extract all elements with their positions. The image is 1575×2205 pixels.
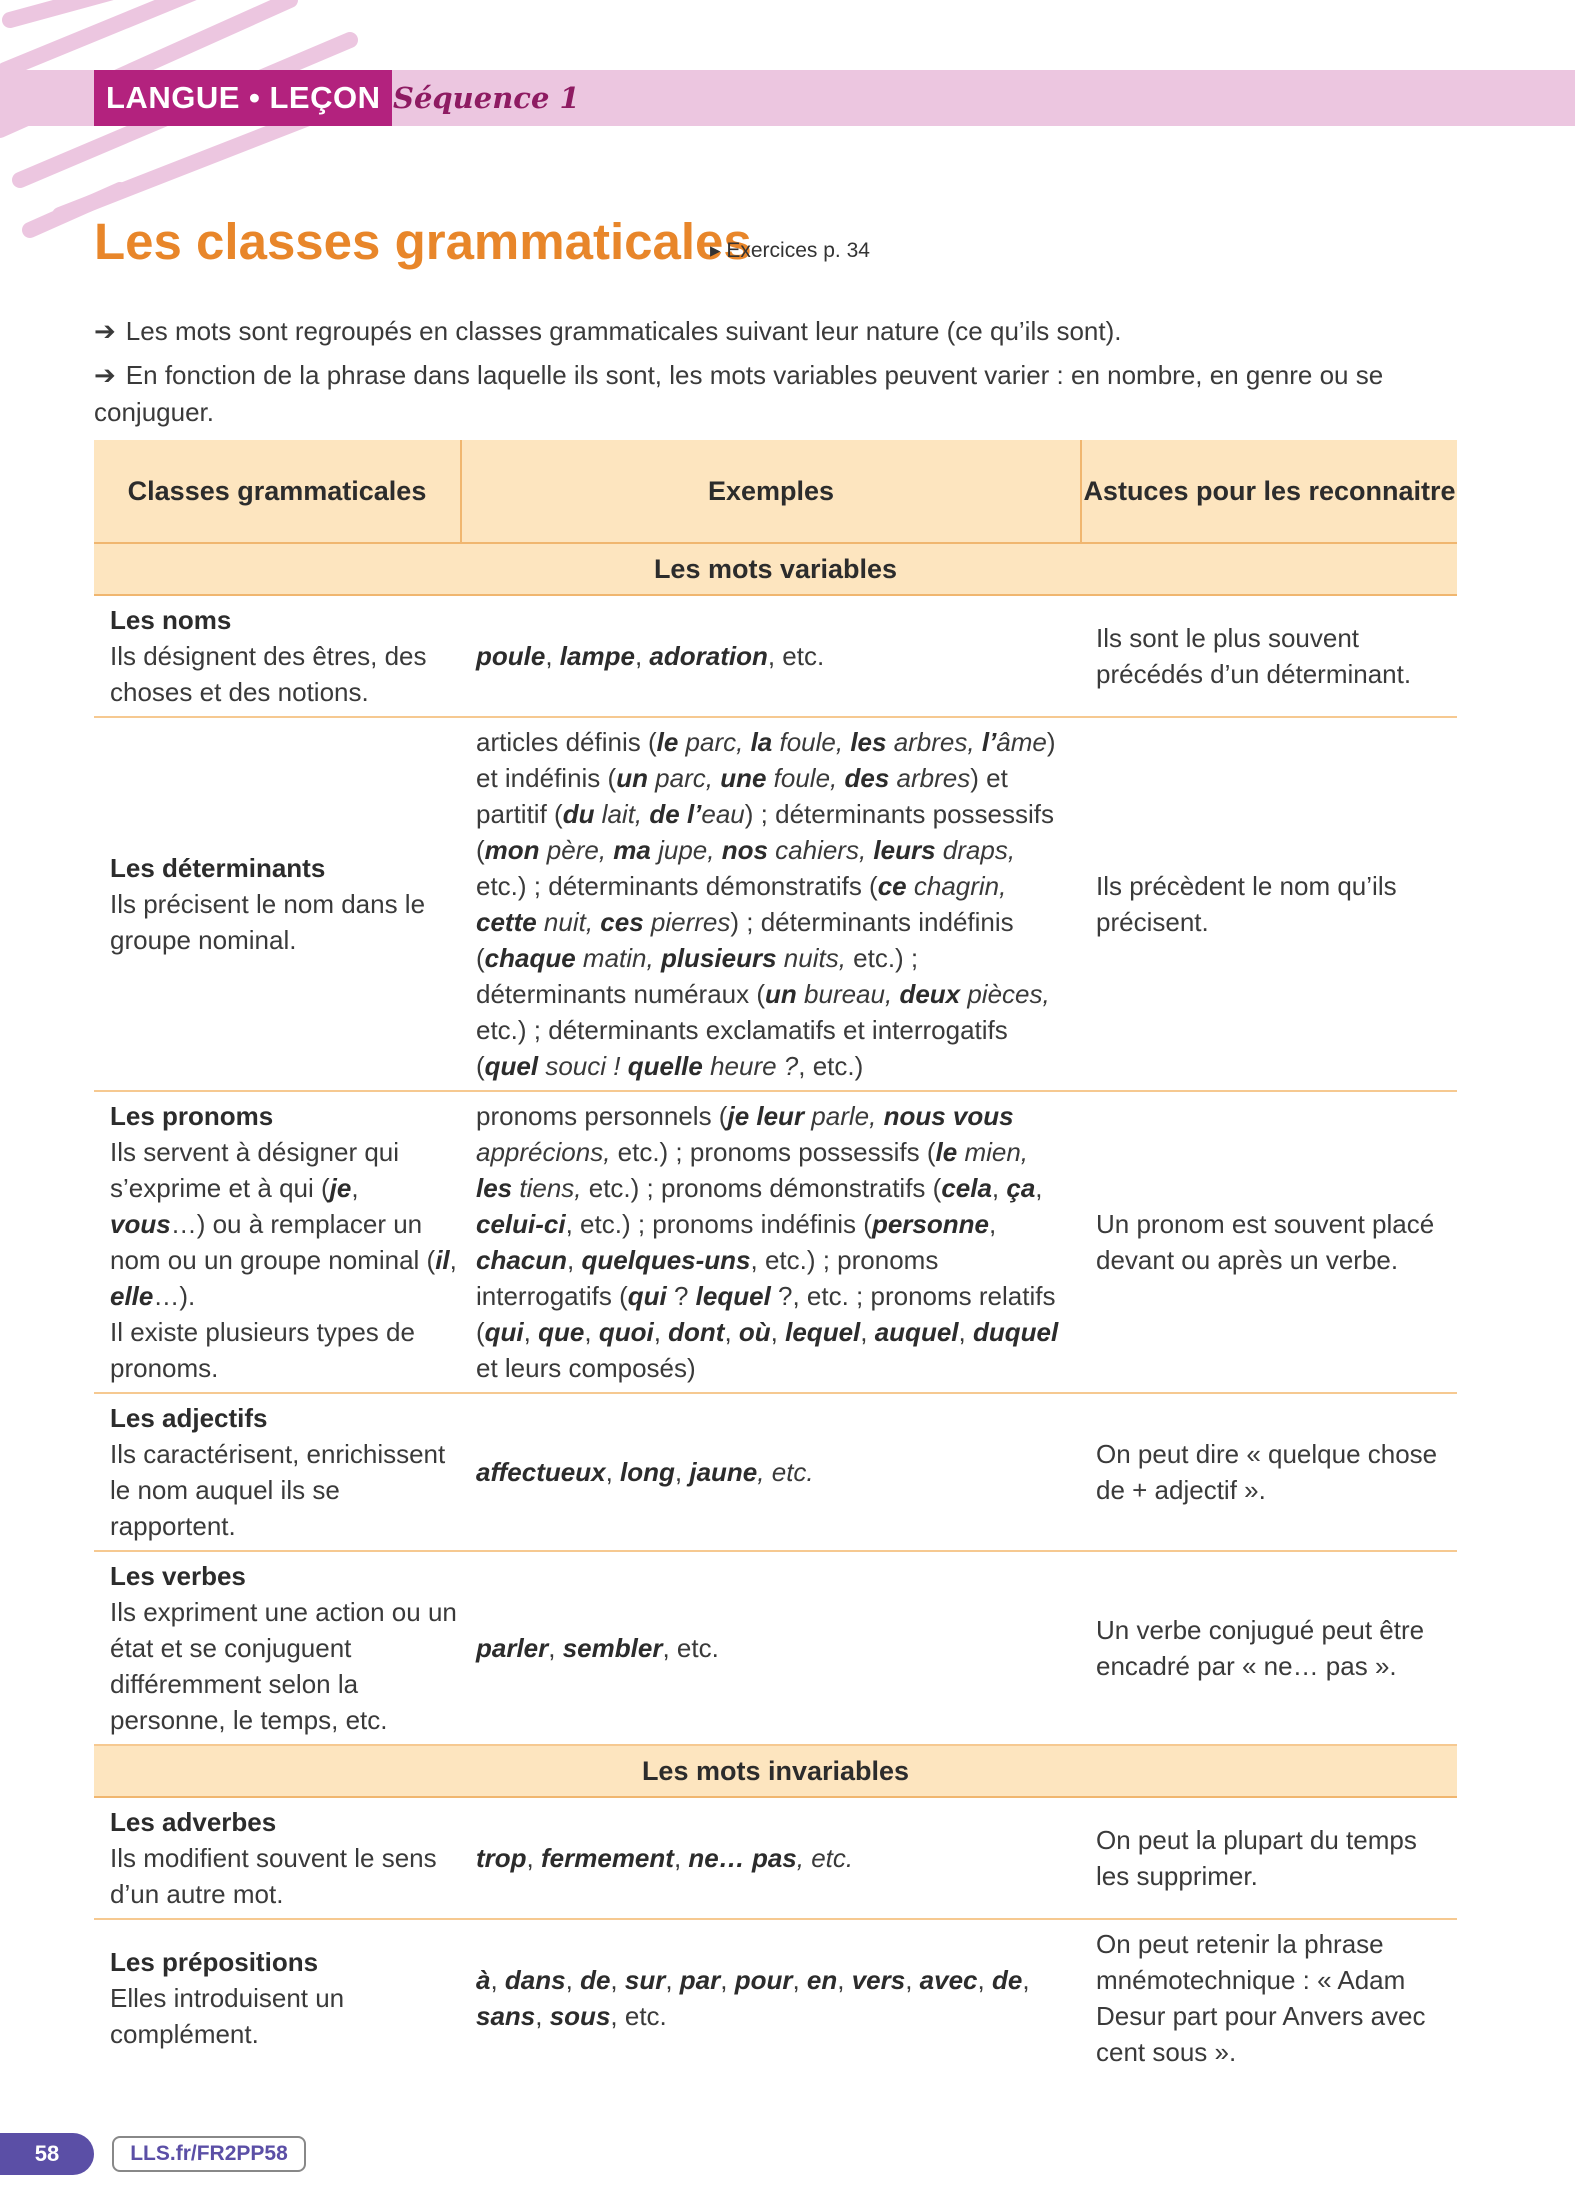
table-row bbox=[94, 1092, 1457, 1394]
section-row: Les mots invariables bbox=[94, 1746, 1457, 1798]
tip-cell: Ils précèdent le nom qu’ils précisent. bbox=[1096, 871, 1397, 937]
exercise-link[interactable]: ▸ Exercices p. 34 bbox=[710, 239, 870, 262]
column-header-examples: Exemples bbox=[460, 440, 1080, 542]
class-cell bbox=[94, 1938, 460, 2058]
tip-cell: Un pronom est souvent placé devant ou après un verbe. bbox=[1096, 1209, 1435, 1275]
class-cell bbox=[94, 1092, 460, 1392]
class-name: Les prépositions bbox=[110, 1947, 319, 1977]
class-description: Ils expriment une action ou un état et se conjuguent différemment selon la personne, le temps, etc. bbox=[110, 1597, 457, 1735]
examples-cell: parler, sembler, etc. bbox=[476, 1633, 719, 1663]
class-description: Ils désignent des êtres, des choses et des notions. bbox=[110, 641, 427, 707]
class-cell bbox=[94, 1798, 460, 1918]
tip-cell: On peut la plupart du temps les supprimer. bbox=[1096, 1825, 1417, 1891]
class-description: Ils servent à désigner qui s’exprime et à qui (je, vous…) ou à remplacer un nom ou un groupe nominal (il, elle…). Il existe plusieurs types de pronoms. bbox=[110, 1137, 457, 1383]
class-cell bbox=[94, 1552, 460, 1744]
examples-cell: poule, lampe, adoration, etc. bbox=[476, 641, 825, 671]
examples-cell: articles définis (le parc, la foule, les arbres, l’âme) et indéfinis (un parc, une foule, des arbres) et partitif (du lait, de l’eau) ; déterminants possessifs (mon père, ma jupe, nos cahiers, leurs draps, etc.) ; déterminants démonstratifs (ce chagrin, cette nuit, ces pierres) ; déterminants indéfinis (chaque matin, plusieurs nuits, etc.) ; déterminants numéraux (un bureau, deux pièces, etc.) ; déterminants exclamatifs et interrogatifs (quel souci ! quelle heure ?, etc.) bbox=[476, 727, 1056, 1081]
arrow-right-icon: ➔ bbox=[94, 316, 116, 346]
grammar-table bbox=[94, 440, 1457, 2076]
table-row bbox=[94, 1394, 1457, 1552]
table-row bbox=[94, 596, 1457, 718]
tip-cell: Ils sont le plus souvent précédés d’un déterminant. bbox=[1096, 623, 1412, 689]
table-row bbox=[94, 1798, 1457, 1920]
class-description: Ils caractérisent, enrichissent le nom auquel ils se rapportent. bbox=[110, 1439, 446, 1541]
table-row bbox=[94, 718, 1457, 1092]
class-description: Ils précisent le nom dans le groupe nominal. bbox=[110, 889, 426, 955]
tip-cell: On peut dire « quelque chose de + adjectif ». bbox=[1096, 1439, 1438, 1505]
examples-cell: trop, fermement, ne… pas, etc. bbox=[476, 1843, 854, 1873]
class-name: Les adverbes bbox=[110, 1807, 277, 1837]
arrow-right-icon: ➔ bbox=[94, 360, 116, 390]
column-header-classes: Classes grammaticales bbox=[127, 476, 427, 506]
table-row bbox=[94, 1920, 1457, 2076]
intro-point-2: ➔ En fonction de la phrase dans laquelle ils sont, les mots variables peuvent varier : en nombre, en genre ou se conjuguer. bbox=[94, 360, 1384, 427]
class-name: Les pronoms bbox=[110, 1101, 274, 1131]
class-cell bbox=[94, 596, 460, 716]
column-header-tips: Astuces pour les reconnaitre bbox=[1080, 440, 1457, 542]
table-row bbox=[94, 1552, 1457, 1746]
class-name: Les déterminants bbox=[110, 853, 326, 883]
tip-cell: On peut retenir la phrase mnémotechnique : « Adam Desur part pour Anvers avec cent sous ». bbox=[1096, 1929, 1426, 2067]
examples-cell: à, dans, de, sur, par, pour, en, vers, avec, de, sans, sous, etc. bbox=[476, 1965, 1030, 2031]
section-row: Les mots variables bbox=[94, 544, 1457, 596]
page-title: Les classes grammaticales bbox=[94, 213, 752, 270]
table-header bbox=[94, 440, 1457, 544]
examples-cell: pronoms personnels (je leur parle, nous vous apprécions, etc.) ; pronoms possessifs (le mien, les tiens, etc.) ; pronoms démonstratifs (cela, ça, celui-ci, etc.) ; pronoms indéfinis (personne, chacun, quelques-uns, etc.) ; pronoms interrogatifs (qui ? lequel ?, etc. ; pronoms relatifs (qui, que, quoi, dont, où, lequel, auquel, duquel et leurs composés) bbox=[476, 1101, 1059, 1383]
examples-cell: affectueux, long, jaune, etc. bbox=[476, 1457, 814, 1487]
class-description: Elles introduisent un complément. bbox=[110, 1983, 345, 2049]
class-cell bbox=[94, 1394, 460, 1550]
sequence-label: Séquence 1 bbox=[393, 81, 580, 115]
page-number: 58 bbox=[0, 2133, 94, 2175]
section-tag: LANGUE • LEÇON bbox=[94, 70, 392, 126]
online-link[interactable]: LLS.fr/FR2PP58 bbox=[112, 2136, 306, 2172]
class-name: Les adjectifs bbox=[110, 1403, 268, 1433]
tip-cell: Un verbe conjugué peut être encadré par « ne… pas ». bbox=[1096, 1615, 1425, 1681]
class-description: Ils modifient souvent le sens d’un autre mot. bbox=[110, 1843, 437, 1909]
intro-point-1: ➔ Les mots sont regroupés en classes grammaticales suivant leur nature (ce qu’ils sont). bbox=[94, 316, 1122, 346]
table-body bbox=[94, 544, 1457, 2076]
class-cell bbox=[94, 844, 460, 964]
class-name: Les verbes bbox=[110, 1561, 246, 1591]
class-name: Les noms bbox=[110, 605, 232, 635]
